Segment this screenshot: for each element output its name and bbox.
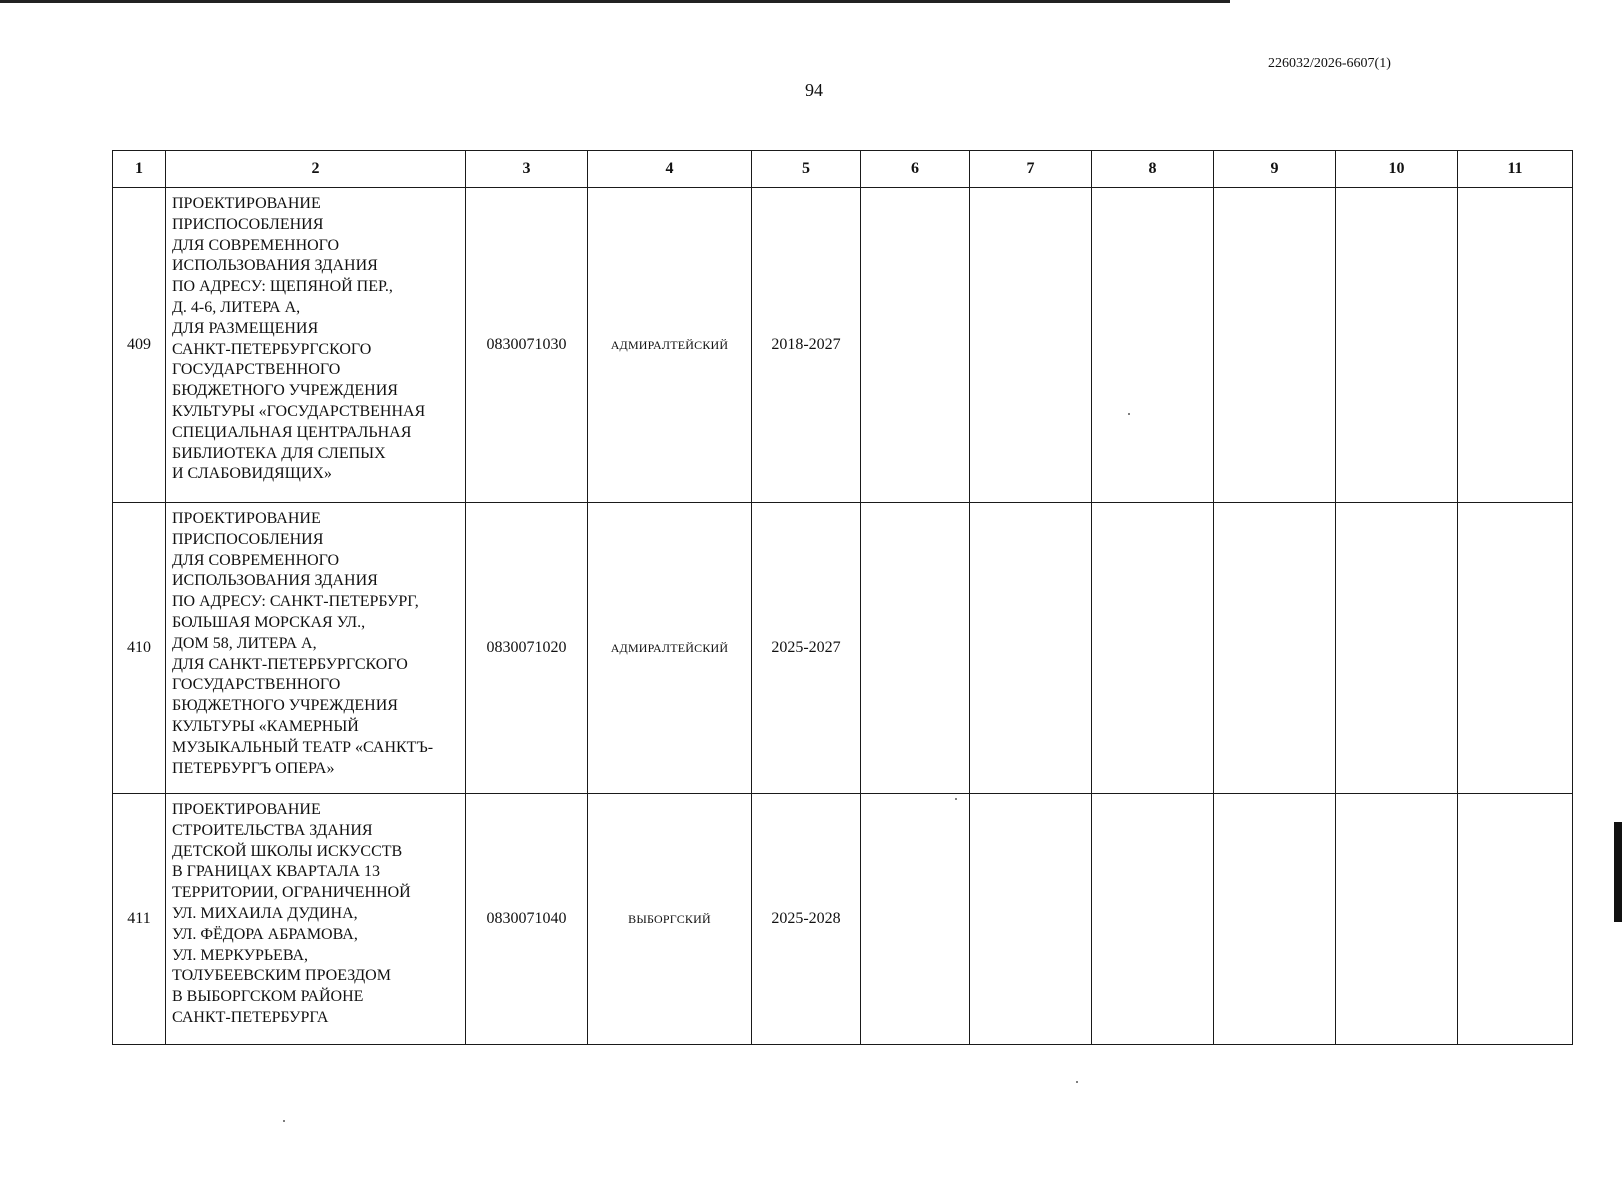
empty-cell [861, 794, 970, 1045]
empty-cell [1214, 794, 1336, 1045]
column-header-3: 3 [466, 151, 588, 188]
scan-speck [1128, 413, 1130, 415]
object-code: 0830071020 [466, 503, 588, 794]
column-header-7: 7 [970, 151, 1092, 188]
object-name: ПРОЕКТИРОВАНИЕ ПРИСПОСОБЛЕНИЯ ДЛЯ СОВРЕМЕННОГО ИСПОЛЬЗОВАНИЯ ЗДАНИЯ ПО АДРЕСУ: ЩЕПЯНОЙ ПЕР., Д. 4-6, ЛИТЕРА А, ДЛЯ РАЗМЕЩЕНИЯ САНКТ-ПЕТЕРБУРГСКОГО ГОСУДАРСТВЕННОГО БЮДЖЕТНОГО УЧРЕЖДЕНИЯ КУЛЬТУРЫ «ГОСУДАРСТВЕННАЯ СПЕЦИАЛЬНАЯ ЦЕНТРАЛЬНАЯ БИБЛИОТЕКА ДЛЯ СЛЕПЫХ И СЛАБОВИДЯЩИХ» [166, 188, 466, 503]
empty-cell [1336, 188, 1458, 503]
object-name: ПРОЕКТИРОВАНИЕ ПРИСПОСОБЛЕНИЯ ДЛЯ СОВРЕМЕННОГО ИСПОЛЬЗОВАНИЯ ЗДАНИЯ ПО АДРЕСУ: САНКТ-ПЕТЕРБУРГ, БОЛЬШАЯ МОРСКАЯ УЛ., ДОМ 58, ЛИТЕРА А, ДЛЯ САНКТ-ПЕТЕРБУРГСКОГО ГОСУДАРСТВЕННОГО БЮДЖЕТНОГО УЧРЕЖДЕНИЯ КУЛЬТУРЫ «КАМЕРНЫЙ МУЗЫКАЛЬНЫЙ ТЕАТР «САНКТЪ- ПЕТЕРБУРГЪ ОПЕРА» [166, 503, 466, 794]
objects-table [112, 150, 1573, 1045]
column-header-4: 4 [588, 151, 752, 188]
table-row [113, 188, 1573, 503]
column-header-8: 8 [1092, 151, 1214, 188]
empty-cell [1336, 794, 1458, 1045]
object-code: 0830071040 [466, 794, 588, 1045]
scan-speck [283, 1120, 285, 1122]
column-header-6: 6 [861, 151, 970, 188]
table-row [113, 503, 1573, 794]
implementation-years: 2025-2028 [752, 794, 861, 1045]
object-code: 0830071030 [466, 188, 588, 503]
empty-cell [861, 503, 970, 794]
district: ВЫБОРГСКИЙ [588, 794, 752, 1045]
table-row [113, 794, 1573, 1045]
row-number: 411 [113, 794, 166, 1045]
empty-cell [1458, 503, 1573, 794]
empty-cell [1458, 188, 1573, 503]
empty-cell [1458, 794, 1573, 1045]
scan-speck [955, 798, 957, 800]
object-name: ПРОЕКТИРОВАНИЕ СТРОИТЕЛЬСТВА ЗДАНИЯ ДЕТСКОЙ ШКОЛЫ ИСКУССТВ В ГРАНИЦАХ КВАРТАЛА 13 ТЕРРИТОРИИ, ОГРАНИЧЕННОЙ УЛ. МИХАИЛА ДУДИНА, УЛ. ФЁДОРА АБРАМОВА, УЛ. МЕРКУРЬЕВА, ТОЛУБЕЕВСКИМ ПРОЕЗДОМ В ВЫБОРГСКОМ РАЙОНЕ САНКТ-ПЕТЕРБУРГА [166, 794, 466, 1045]
top-border-line [0, 0, 1230, 3]
column-header-5: 5 [752, 151, 861, 188]
empty-cell [970, 188, 1092, 503]
district: АДМИРАЛТЕЙСКИЙ [588, 503, 752, 794]
empty-cell [1336, 503, 1458, 794]
empty-cell [1092, 503, 1214, 794]
empty-cell [970, 794, 1092, 1045]
row-number: 409 [113, 188, 166, 503]
page-number: 94 [805, 80, 823, 100]
table-header-row [113, 151, 1573, 188]
scan-speck [1076, 1081, 1078, 1083]
implementation-years: 2018-2027 [752, 188, 861, 503]
district: АДМИРАЛТЕЙСКИЙ [588, 188, 752, 503]
empty-cell [1214, 188, 1336, 503]
empty-cell [861, 188, 970, 503]
empty-cell [1092, 188, 1214, 503]
column-header-9: 9 [1214, 151, 1336, 188]
row-number: 410 [113, 503, 166, 794]
empty-cell [970, 503, 1092, 794]
column-header-2: 2 [166, 151, 466, 188]
empty-cell [1092, 794, 1214, 1045]
empty-cell [1214, 503, 1336, 794]
scan-edge-mark [1614, 822, 1622, 922]
column-header-10: 10 [1336, 151, 1458, 188]
implementation-years: 2025-2027 [752, 503, 861, 794]
column-header-1: 1 [113, 151, 166, 188]
column-header-11: 11 [1458, 151, 1573, 188]
document-number: 226032/2026-6607(1) [1268, 56, 1391, 71]
